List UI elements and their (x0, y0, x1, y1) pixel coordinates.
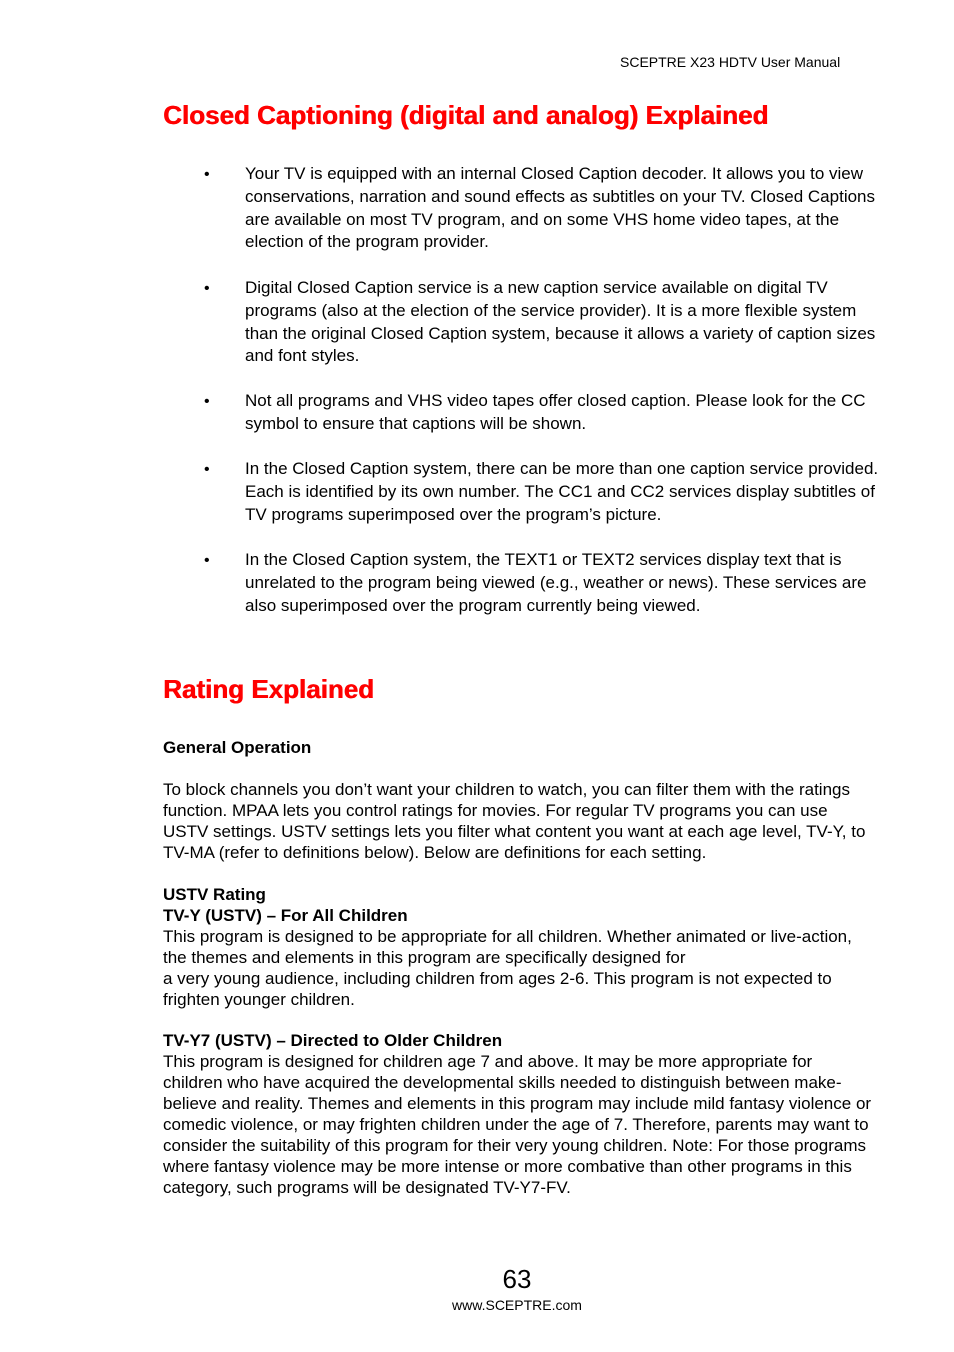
tv-y7-heading: TV-Y7 (USTV) – Directed to Older Children (163, 1031, 503, 1050)
tv-y-heading: TV-Y (USTV) – For All Children (163, 906, 408, 925)
list-item-text: Not all programs and VHS video tapes offer closed caption. Please look for the CC symbol to ensure that captions will be shown. (245, 391, 866, 433)
website-footer: www.SCEPTRE.com (452, 1297, 582, 1313)
bullet-icon: • (204, 280, 210, 297)
section-title-closed-captioning: Closed Captioning (digital and analog) Explained (163, 100, 769, 130)
general-operation-text: To block channels you don’t want your children to watch, you can filter them with the ratings function. MPAA lets you control ratings for movies. For regular TV programs you can use USTV settings. USTV settings lets you filter what content you want at each age level, TV-Y, to TV-MA (refer to definitions below). Below are definitions for each setting. (163, 780, 866, 862)
tv-y-text-part1: This program is designed to be appropriate for all children. Whether animated or live-action, the themes and elements in this program are specifically designed for (163, 927, 852, 967)
ustv-rating-heading: USTV Rating (163, 885, 266, 904)
manual-title-header: SCEPTRE X23 HDTV User Manual (620, 54, 841, 70)
bullet-icon: • (204, 393, 210, 410)
bullet-icon: • (204, 552, 210, 569)
tv-y7-text: This program is designed for children age 7 and above. It may be more appropriate for children who have acquired the developmental skills needed to distinguish between make-believe and reality. Themes and elements in this program may include mild fantasy violence or comedic violence, or may frighten children under the age of 7. Therefore, parents may want to consider the suitability of this program for their very young children. Note: For those programs where fantasy violence may be more intense or more combative than other programs in this category, such programs will be designated TV-Y7-FV. (163, 1052, 872, 1197)
general-operation-heading: General Operation (163, 738, 312, 757)
list-item-text: In the Closed Caption system, there can be more than one caption service provided. Each is identified by its own number. The CC1 and CC2 services display subtitles of TV programs superimposed over the program’s picture. (245, 459, 879, 524)
bullet-icon: • (204, 166, 210, 183)
tv-y-text-part2: a very young audience, including children from ages 2-6. This program is not expected to frighten younger children. (163, 969, 832, 1009)
page-number: 63 (502, 1264, 532, 1294)
bullet-icon: • (204, 461, 210, 478)
list-item-text: In the Closed Caption system, the TEXT1 or TEXT2 services display text that is unrelated to the program being viewed (e.g., weather or news). These services are also superimposed over the program currently being viewed. (245, 550, 867, 615)
list-item-text: Digital Closed Caption service is a new caption service available on digital TV programs (also at the election of the service provider). It is a more flexible system than the original Closed Caption system, because it allows a variety of caption sizes and font styles. (245, 278, 876, 366)
section-title-rating-explained: Rating Explained (163, 674, 374, 704)
list-item-text: Your TV is equipped with an internal Closed Caption decoder. It allows you to view conservations, narration and sound effects as subtitles on your TV. Closed Captions are available on most TV program, and on some VHS home video tapes, at the election of the program provider. (245, 164, 876, 252)
